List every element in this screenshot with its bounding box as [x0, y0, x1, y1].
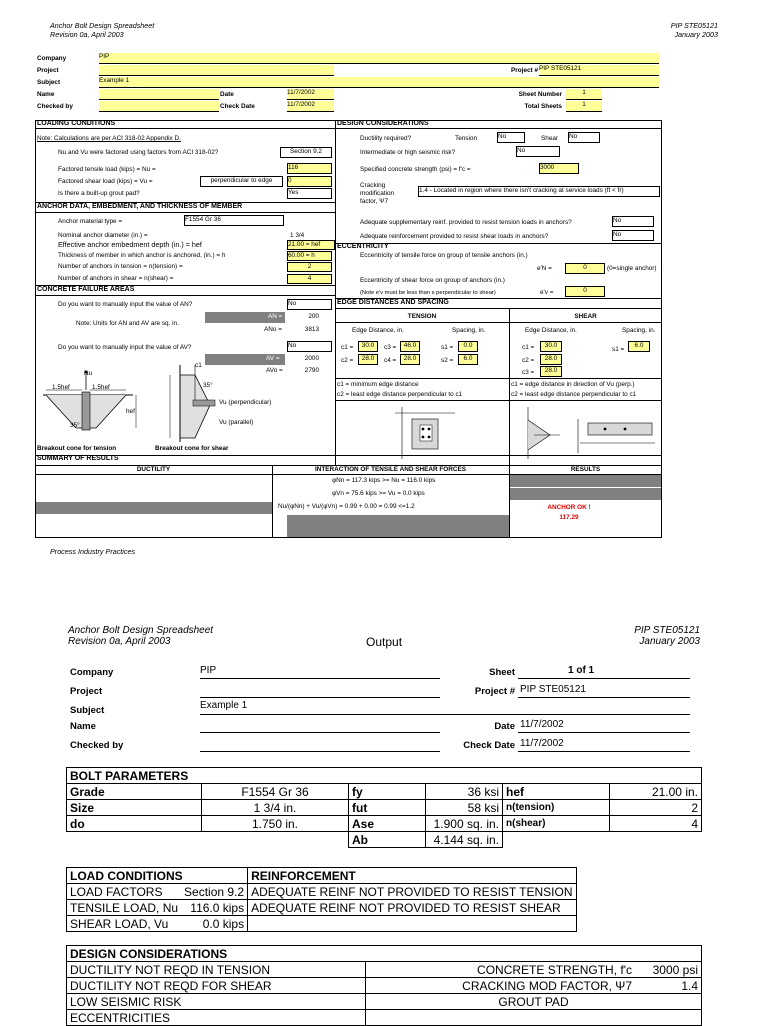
fig-35-shear: 35° — [203, 382, 213, 389]
summary-line-1: φNn = 117.3 kips >= Nu = 116.0 kips — [332, 477, 436, 484]
label-subject: Subject — [37, 79, 61, 86]
seismic-select[interactable]: No — [516, 146, 560, 157]
p2-doc-date: January 2003 — [639, 636, 700, 647]
crack-label-3: factor, Ψ7 — [360, 198, 389, 205]
p2-label-check-date: Check Date — [463, 740, 515, 751]
fig-15hef-right: 1.5hef — [92, 384, 110, 391]
design-considerations-table — [66, 945, 702, 1026]
summary-line-3: Nu/(φNn) + Vu/(φVn) = 0.99 + 0.00 = 0.99 <=1.2 — [278, 503, 415, 510]
p2-check-date-value: 11/7/2002 — [520, 738, 564, 749]
n-shear-label: Number of anchors in shear = n(shear) = — [58, 275, 174, 282]
bolt-grade-value: F1554 Gr 36 — [241, 784, 309, 799]
hef-input[interactable]: 21.00 = hef — [287, 240, 335, 250]
bolt-ab-label: Ab — [352, 832, 368, 847]
interaction-gray — [287, 515, 509, 537]
bolt-parameters-table — [66, 767, 702, 848]
fig-nu: Nu — [84, 370, 93, 377]
shear-plan-diagram — [520, 405, 660, 461]
thickness-label: Thickness of member in which anchor is anchored, (in.) = h — [58, 252, 226, 259]
n-shear-input[interactable]: 4 — [287, 274, 332, 284]
edge-tension-hdr: TENSION — [407, 313, 437, 320]
edge-shear-hdr: SHEAR — [574, 313, 597, 320]
ductility-label: Ductility required? — [360, 135, 412, 142]
reinf-tension-status: ADEQUATE REINF NOT PROVIDED TO RESIST TENSION — [251, 884, 573, 899]
p1-doc-date: January 2003 — [674, 30, 718, 39]
p2-design-title: DESIGN CONSIDERATIONS — [70, 946, 228, 961]
date-field[interactable]: 11/7/2002 — [287, 89, 334, 100]
t-s1-input[interactable]: 0.0 — [458, 341, 478, 352]
reinf-title: REINFORCEMENT — [251, 868, 356, 883]
an-label: AN = — [268, 313, 283, 320]
p2-label-subject: Subject — [70, 705, 105, 716]
bolt-nshear-value: 4 — [691, 816, 698, 831]
def-c1-tension: c1 = minimum edge distance — [337, 381, 419, 388]
loading-note: Note: Calculations are per ACI 318-02 Appendix D. — [37, 135, 181, 142]
eccentricity-title: ECCENTRICITY — [337, 243, 389, 250]
t-c1-label: c1 = — [341, 344, 354, 351]
t-c4-input[interactable]: 28.0 — [400, 354, 420, 365]
label-checked-by: Checked by — [37, 103, 73, 110]
bolt-fut-value: 58 ksi — [467, 800, 499, 815]
s-s1-label: s1 = — [612, 346, 625, 353]
name-field[interactable] — [99, 89, 219, 100]
p2-company-value: PIP — [200, 665, 217, 676]
material-select[interactable]: F1554 Gr 36 — [184, 215, 284, 226]
project-no-field[interactable]: PIP STE05121 — [539, 65, 659, 76]
edge-title: EDGE DISTANCES AND SPACING — [337, 299, 449, 306]
label-sheet-number: Sheet Number — [518, 91, 562, 98]
ano-label: ANo = — [264, 326, 282, 333]
bolt-size-value: 1 3/4 in. — [253, 800, 297, 815]
summary-interaction-hdr: INTERACTION OF TENSILE AND SHEAR FORCES — [314, 466, 466, 473]
cracking-factor-label: CRACKING MOD FACTOR, Ψ7 — [462, 978, 632, 993]
label-check-date: Check Date — [220, 103, 255, 110]
p2-label-project: Project — [70, 686, 103, 697]
bolt-ab-value: 4.144 sq. in. — [433, 832, 499, 847]
ecc-tension-label: Eccentricity of tensile force on group of tensile anchors (in.) — [360, 252, 528, 259]
fig-shear-caption: Breakout cone for shear — [155, 445, 229, 452]
s-c3-input[interactable]: 28.0 — [540, 366, 562, 377]
av-label: AV = — [266, 355, 280, 362]
load-factors-value: Section 9.2 — [184, 884, 245, 899]
summary-ductility-hdr: DUCTILITY — [136, 466, 171, 473]
results-gray-1 — [510, 475, 661, 487]
tension-plan-diagram — [390, 405, 460, 461]
check-date-field[interactable]: 11/7/2002 — [287, 101, 334, 112]
bolt-grade-label: Grade — [70, 784, 105, 799]
t-c2-input[interactable]: 28.0 — [358, 354, 378, 365]
ductility-shear-label: Shear — [541, 135, 559, 142]
p2-date-value: 11/7/2002 — [520, 719, 564, 730]
t-c3-input[interactable]: 46.0 — [400, 341, 420, 352]
diameter-value[interactable]: 1 3/4 — [290, 232, 305, 239]
def-c2-shear: c2 = least edge distance perpendicular to c1 — [511, 391, 637, 398]
label-project: Project — [37, 67, 59, 74]
p2-label-date: Date — [494, 721, 515, 732]
av-question: Do you want to manually input the value of AV? — [58, 344, 192, 351]
p2-label-checked: Checked by — [70, 740, 124, 751]
tensile-load-input[interactable]: 116 — [287, 163, 332, 174]
ductility-tension-select[interactable]: No — [497, 132, 525, 143]
avo-value: 2790 — [304, 367, 319, 374]
av-value: 2000 — [304, 355, 319, 362]
t-s2-input[interactable]: 6.0 — [458, 354, 478, 365]
seismic-risk-row: LOW SEISMIC RISK — [70, 994, 182, 1009]
bolt-ase-label: Ase — [352, 816, 375, 831]
bolt-ase-value: 1.900 sq. in. — [433, 816, 499, 831]
subject-field[interactable]: Example 1 — [99, 77, 659, 88]
p2-label-company: Company — [70, 667, 114, 678]
crack-label-1: Cracking — [360, 182, 386, 189]
n-tension-input[interactable]: 2 — [287, 262, 332, 272]
t-c1-input[interactable]: 30.0 — [358, 341, 378, 352]
ductility-shear-select[interactable]: No — [568, 132, 600, 143]
t-c2-label: c2 = — [341, 357, 354, 364]
checked-by-field[interactable] — [99, 101, 219, 112]
fc-input[interactable]: 3000 — [539, 163, 579, 174]
units-note: Note: Units for AN and AV are sq. in. — [76, 320, 179, 327]
load-conditions-table — [66, 867, 577, 932]
bolt-fut-label: fut — [352, 800, 368, 815]
p2-output-title: Output — [366, 635, 403, 649]
bolt-hef-label: hef — [506, 784, 524, 799]
ecc-en-note: (0=single anchor) — [607, 265, 657, 272]
s-spacing-hdr: Spacing, in. — [622, 327, 656, 334]
av-manual-select[interactable]: No — [287, 341, 332, 352]
shear-direction-select[interactable]: perpendicular to edge — [200, 176, 283, 187]
t-c3-label: c3 = — [384, 344, 397, 351]
load-factors-label: LOAD FACTORS — [70, 884, 163, 899]
def-c1-shear: c1 = edge distance in direction of Vu (perp.) — [511, 381, 635, 388]
p2-label-name: Name — [70, 721, 96, 732]
bolt-do-value: 1.750 in. — [251, 816, 299, 831]
p2-label-sheet: Sheet — [489, 667, 515, 678]
material-label: Anchor material type = — [58, 218, 123, 225]
bolt-title: BOLT PARAMETERS — [70, 768, 189, 783]
t-s1-label: s1 = — [441, 344, 454, 351]
design-title: DESIGN CONSIDERATIONS — [337, 120, 429, 127]
s-edge-hdr: Edge Distance, in. — [525, 327, 577, 334]
reinf-shear-select[interactable]: No — [612, 230, 654, 241]
n-tension-label: Number of anchors in tension = n(tension) = — [58, 263, 183, 270]
fig-35-tension: 35° — [70, 422, 80, 429]
p1-doc-revision: Revision 0a, April 2003 — [50, 30, 124, 39]
results-gray-2 — [510, 488, 661, 500]
tension-cone-diagram — [38, 370, 148, 444]
reinf-shear-status: ADEQUATE REINF NOT PROVIDED TO RESIST SHEAR — [251, 900, 561, 915]
fig-vu-perp: Vu (perpendicular) — [219, 399, 272, 406]
fig-c1: c1 — [195, 362, 202, 369]
eccentricities-row: ECCENTRICITIES — [70, 1010, 171, 1025]
ano-value: 3813 — [304, 326, 319, 333]
summary-results-hdr: RESULTS — [570, 466, 601, 473]
loading-title: LOADING CONDITIONS — [37, 120, 116, 127]
hef-label: Effective anchor embedment depth (in.) = hef — [58, 240, 202, 249]
ecc-en-label: e'N = — [537, 265, 552, 272]
p2-project-no-value: PIP STE05121 — [520, 684, 586, 695]
cracking-factor-value: 1.4 — [681, 978, 698, 993]
diameter-label: Nominal anchor diameter (in.) = — [58, 232, 148, 239]
shear-load-out-value: 0.0 kips — [202, 916, 245, 931]
grout-pad-label: Is there a built-up grout pad? — [58, 190, 140, 197]
an-value: 200 — [308, 313, 319, 320]
fig-hef: hef — [126, 408, 135, 415]
factored-answer[interactable]: Section 9.2 — [280, 147, 332, 158]
ecc-note: (Note e'v must be less than s perpendicular to shear) — [360, 290, 496, 296]
anchor-ok-value: 117.29 — [559, 514, 579, 521]
ecc-ev-input[interactable]: 0 — [565, 286, 605, 297]
t-edge-hdr: Edge Distance, in. — [352, 327, 404, 334]
summary-title: SUMMARY OF RESULTS — [37, 455, 119, 462]
bolt-size-label: Size — [70, 800, 95, 815]
s-c3-label: c3 = — [522, 369, 535, 376]
total-sheets-field[interactable]: 1 — [566, 101, 602, 112]
factored-question: Nu and Vu were factored using factors from ACI 318-02? — [58, 149, 219, 156]
crack-label-2: modification — [360, 190, 395, 197]
an-manual-select[interactable]: No — [287, 299, 332, 310]
t-spacing-hdr: Spacing, in. — [452, 327, 486, 334]
p1-footer: Process Industry Practices — [50, 547, 136, 556]
load-title: LOAD CONDITIONS — [70, 868, 183, 883]
p2-label-project-no: Project # — [474, 686, 515, 697]
shear-load-out-label: SHEAR LOAD, Vu — [70, 916, 169, 931]
fig-tension-caption: Breakout cone for tension — [37, 445, 117, 452]
anchor-ok-status: ANCHOR OK ! — [547, 504, 591, 511]
bolt-nshear-label: n(shear) — [506, 817, 546, 829]
seismic-label: Intermediate or high seismic risk? — [360, 149, 456, 156]
bolt-ntension-label: n(tension) — [506, 801, 555, 813]
fc-label: Specified concrete strength (psi) = f'c = — [360, 166, 471, 173]
bolt-hef-value: 21.00 in. — [651, 784, 698, 799]
reinf-tension-select[interactable]: No — [612, 216, 654, 227]
shear-load-label: Factored shear load (kips) = Vu = — [58, 178, 153, 185]
company-field[interactable]: PIP — [99, 53, 659, 64]
concrete-title: CONCRETE FAILURE AREAS — [37, 286, 135, 293]
avo-label: AVo = — [266, 367, 283, 374]
p2-sheet-value: 1 of 1 — [568, 665, 595, 676]
fig-vu-par: Vu (parallel) — [219, 419, 254, 426]
label-project-no: Project # — [511, 67, 538, 74]
t-c4-label: c4 = — [384, 357, 397, 364]
ductility-shear-row: DUCTILITY NOT REQD FOR SHEAR — [70, 978, 272, 993]
project-field[interactable] — [99, 65, 334, 76]
grout-pad-select[interactable]: Yes — [287, 188, 332, 199]
reinf-shear-label: Adequate reinforcement provided to resist shear loads in anchors? — [360, 233, 549, 240]
tensile-load-out-label: TENSILE LOAD, Nu — [70, 900, 179, 915]
ecc-en-input[interactable]: 0 — [565, 263, 605, 274]
sheet-number-field[interactable]: 1 — [566, 89, 602, 100]
grout-pad-row: GROUT PAD — [498, 994, 569, 1009]
ductility-tension-label: Tension — [455, 135, 478, 142]
ductility-tension-row: DUCTILITY NOT REQD IN TENSION — [70, 962, 271, 977]
label-company: Company — [37, 55, 67, 62]
t-s2-label: s2 = — [441, 357, 454, 364]
ecc-shear-label: Eccentricity of shear force on group of anchors (in.) — [360, 277, 505, 284]
s-c2-label: c2 = — [522, 357, 535, 364]
tensile-load-out-value: 116.0 kips — [190, 900, 245, 915]
label-total-sheets: Total Sheets — [524, 103, 562, 110]
crack-factor-select[interactable]: 1.4 - Located in region where there isn't cracking at service loads (ft < fr) — [418, 186, 660, 197]
bolt-do-label: do — [70, 816, 85, 831]
shear-load-input[interactable]: 0 — [287, 176, 332, 187]
concrete-strength-label: CONCRETE STRENGTH, f'c — [477, 962, 632, 977]
p1-doc-title: Anchor Bolt Design Spreadsheet — [50, 21, 155, 30]
s-c2-input[interactable]: 28.0 — [540, 354, 562, 365]
anchor-title: ANCHOR DATA, EMBEDMENT, AND THICKNESS OF MEMBER — [37, 203, 243, 210]
ductility-gray — [36, 502, 272, 514]
bolt-fy-value: 36 ksi — [467, 784, 499, 799]
fig-15hef-left: 1.5hef — [52, 384, 70, 391]
bolt-fy-label: fy — [352, 784, 363, 799]
label-name: Name — [37, 91, 55, 98]
label-date: Date — [220, 91, 234, 98]
concrete-strength-value: 3000 psi — [652, 962, 698, 977]
ecc-ev-label: e'v = — [540, 289, 554, 296]
bolt-ntension-value: 2 — [691, 800, 698, 815]
shear-cone-diagram — [150, 360, 230, 445]
reinf-tension-label: Adequate supplementary reinf. provided to resist tension loads in anchors? — [360, 219, 572, 226]
summary-line-2: φVn = 75.6 kips >= Vu = 0.0 kips — [332, 490, 425, 497]
def-c2-tension: c2 = least edge distance perpendicular to c1 — [337, 391, 463, 398]
p2-subject-value: Example 1 — [200, 700, 248, 711]
s-c1-label: c1 = — [522, 344, 535, 351]
tensile-load-label: Factored tensile load (kips) = Nu = — [58, 166, 156, 173]
s-c1-input[interactable]: 30.0 — [540, 341, 562, 352]
p2-doc-revision: Revision 0a, April 2003 — [68, 636, 171, 647]
an-question: Do you want to manually input the value of AN? — [58, 301, 193, 308]
p2-doc-code: PIP STE05121 — [634, 625, 700, 636]
thickness-input[interactable]: 60.00 = h — [287, 251, 332, 261]
s-s1-input[interactable]: 6.0 — [628, 341, 650, 352]
p1-doc-code: PIP STE05121 — [670, 21, 718, 30]
p2-doc-title: Anchor Bolt Design Spreadsheet — [68, 625, 214, 636]
